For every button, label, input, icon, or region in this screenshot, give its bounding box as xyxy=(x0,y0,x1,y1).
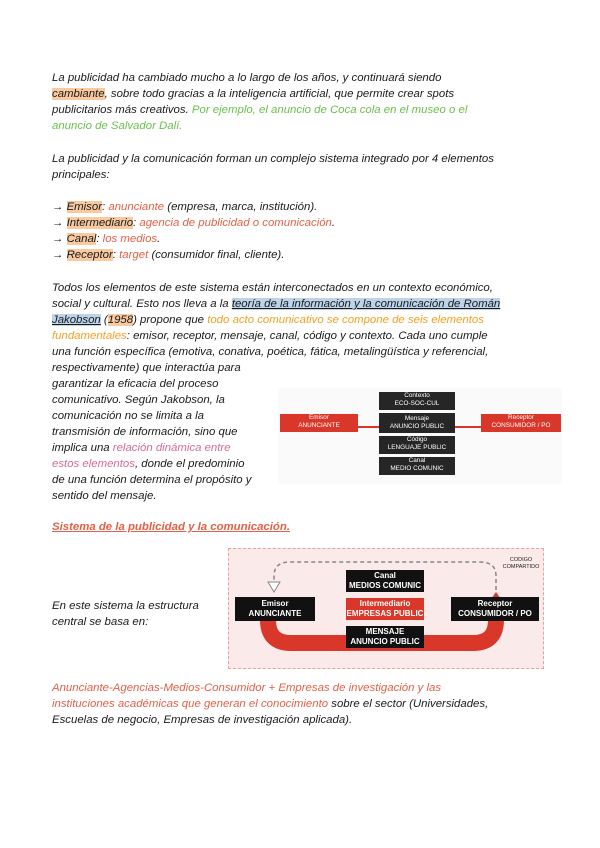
section-heading xyxy=(52,519,532,535)
canal-box xyxy=(346,570,424,592)
box-title: Intermediario xyxy=(359,599,411,608)
box-sub: ANUNCIANTE xyxy=(298,422,340,429)
list-sep: : xyxy=(96,233,103,245)
arrow-icon: → xyxy=(52,201,67,213)
closing-line: Escuelas de negocio, Empresas de investigación aplicada). xyxy=(52,714,353,726)
arrow-icon: → xyxy=(52,217,67,229)
structure-line: central se basa en: xyxy=(52,616,149,628)
codigo-box xyxy=(379,436,455,454)
box-sub: MEDIOS COMUNIC xyxy=(349,581,421,590)
box-sub: LENGUAJE PUBLIC xyxy=(387,444,447,451)
arrow-icon: → xyxy=(52,233,67,245)
box-title: Canal xyxy=(374,571,396,580)
intermediario-box xyxy=(346,598,424,620)
label-line: CODIGO xyxy=(509,557,533,563)
box-sub: CONSUMIDOR / PO xyxy=(458,609,532,618)
list-sep: : xyxy=(133,217,140,229)
box-title: Emisor xyxy=(261,599,289,608)
box-title: Canal xyxy=(408,457,426,464)
box-sub: CONSUMIDOR / PO xyxy=(491,422,551,429)
label-line: COMPARTIDO xyxy=(502,564,540,570)
text: implica una xyxy=(52,442,113,454)
list-rest: . xyxy=(157,233,161,245)
intro-text: , sobre todo gracias a la inteligencia artificial, que permite crear spots xyxy=(104,88,455,100)
list-term: Emisor xyxy=(66,201,103,213)
intro-paragraph xyxy=(52,70,532,134)
closing-line xyxy=(52,696,542,712)
receptor-box xyxy=(451,597,539,621)
intro-line-3 xyxy=(52,102,532,118)
heading-text: Sistema de la publicidad y la comunicación. xyxy=(52,521,291,533)
box-sub: MEDIO COMUNIC xyxy=(390,465,444,472)
year-highlight: 1958 xyxy=(107,314,134,326)
contexto-box xyxy=(379,392,455,410)
closing-line: Anunciante-Agencias-Medios-Consumidor + Empresas de investigación y las xyxy=(52,682,442,694)
structure-line: En este sistema la estructura xyxy=(52,600,199,612)
advertising-system-diagram xyxy=(228,548,544,669)
jakobson-line: de una función determina el propósito y xyxy=(52,474,252,486)
list-sep: : xyxy=(102,201,109,213)
list-term: Canal xyxy=(66,233,97,245)
example-text: Por ejemplo, el anuncio de Coca cola en el museo o el xyxy=(191,104,468,116)
red-text: instituciones académicas que generan el conocimiento xyxy=(52,698,329,710)
text: : emisor, receptor, mensaje, canal, código y contexto. Cada uno cumple xyxy=(126,330,488,342)
box-title: Emisor xyxy=(309,414,329,421)
closing-paragraph xyxy=(52,680,542,728)
list-role: los medios xyxy=(102,233,158,245)
emisor-box xyxy=(235,597,315,621)
jakobson-line xyxy=(52,296,542,312)
box-title: Contexto xyxy=(404,392,430,399)
jakobson-line: comunicativo. Según Jakobson, la xyxy=(52,394,225,406)
list-item-emisor xyxy=(52,199,532,215)
jakobson-line: sentido del mensaje. xyxy=(52,490,157,502)
jakobson-line: una función específica (emotiva, conativa, poética, fática, metalingüística y referencial, xyxy=(52,346,489,358)
box-sub: ECO-SOC-CUL xyxy=(394,400,440,407)
text: social y cultural. Esto nos lleva a la xyxy=(52,298,232,310)
intro-line-2 xyxy=(52,86,532,102)
receptor-box xyxy=(481,414,561,432)
feedback-arrow-head xyxy=(268,582,280,592)
list-term: Receptor xyxy=(66,249,113,261)
list-item-receptor xyxy=(52,247,532,263)
system-paragraph xyxy=(52,151,532,183)
list-role: target xyxy=(119,249,149,261)
box-title: Mensaje xyxy=(404,415,430,422)
intro-text: publicitarios más creativos. xyxy=(52,104,192,116)
list-rest: (empresa, marca, institución). xyxy=(164,201,318,213)
box-sub: ANUNCIO PUBLIC xyxy=(350,637,420,646)
list-role: anunciante xyxy=(108,201,165,213)
list-item-canal xyxy=(52,231,532,247)
elements-list xyxy=(52,199,532,263)
system-line-2: principales: xyxy=(52,169,110,181)
text: ( xyxy=(100,314,108,326)
orange-text: todo acto comunicativo se compone de seis elementos xyxy=(207,314,484,326)
box-sub: ANUNCIO PUBLIC xyxy=(389,423,445,430)
box-sub: ANUNCIANTE xyxy=(248,609,302,618)
highlight-cambiante: cambiante xyxy=(52,88,105,100)
text: ) propone que xyxy=(133,314,208,326)
list-item-intermediario xyxy=(52,215,532,231)
list-role: agencia de publicidad o comunicación xyxy=(139,217,332,229)
text: , donde el predominio xyxy=(134,458,245,470)
pink-text: relación dinámica entre xyxy=(112,442,231,454)
orange-text: fundamentales xyxy=(52,330,127,342)
list-rest: . xyxy=(331,217,336,229)
jakobson-line: Todos los elementos de este sistema están interconectados en un contexto económico, xyxy=(52,282,493,294)
box-sub: EMPRESAS PUBLIC xyxy=(346,609,424,618)
list-rest: (consumidor final, cliente). xyxy=(148,249,285,261)
pink-text: estos elementos xyxy=(52,458,135,470)
theory-link[interactable]: teoría de la información y la comunicación de Román xyxy=(231,298,501,310)
jakobson-diagram xyxy=(278,388,562,484)
text: sobre el sector (Universidades, xyxy=(328,698,489,710)
box-title: Código xyxy=(406,436,428,443)
box-title: Receptor xyxy=(508,414,534,421)
list-sep: : xyxy=(112,249,120,261)
box-title: Receptor xyxy=(477,599,513,608)
example-text-cont: anuncio de Salvador Dalí. xyxy=(52,120,183,132)
mensaje-box xyxy=(346,626,424,648)
structure-paragraph xyxy=(52,598,222,630)
jakobson-line: comunicación no se limita a la xyxy=(52,410,204,422)
jakobson-line: transmisión de información, sino que xyxy=(52,426,238,438)
box-title: MENSAJE xyxy=(365,627,405,636)
jakobson-line: garantizar la eficacia del proceso xyxy=(52,378,219,390)
jakobson-line: respectivamente) que interactúa para xyxy=(52,362,241,374)
jakobson-link[interactable]: Jakobson xyxy=(52,314,101,326)
codigo-compartido-label xyxy=(499,557,543,571)
mensaje-box xyxy=(379,413,455,433)
jakobson-line xyxy=(52,328,542,344)
list-term: Intermediario xyxy=(66,217,134,229)
intro-line-1: La publicidad ha cambiado mucho a lo largo de los años, y continuará siendo xyxy=(52,72,442,84)
system-line-1: La publicidad y la comunicación forman un complejo sistema integrado por 4 elementos xyxy=(52,153,494,165)
arrow-icon: → xyxy=(52,249,67,261)
canal-box xyxy=(379,457,455,475)
jakobson-line xyxy=(52,312,542,328)
emisor-box xyxy=(280,414,358,432)
